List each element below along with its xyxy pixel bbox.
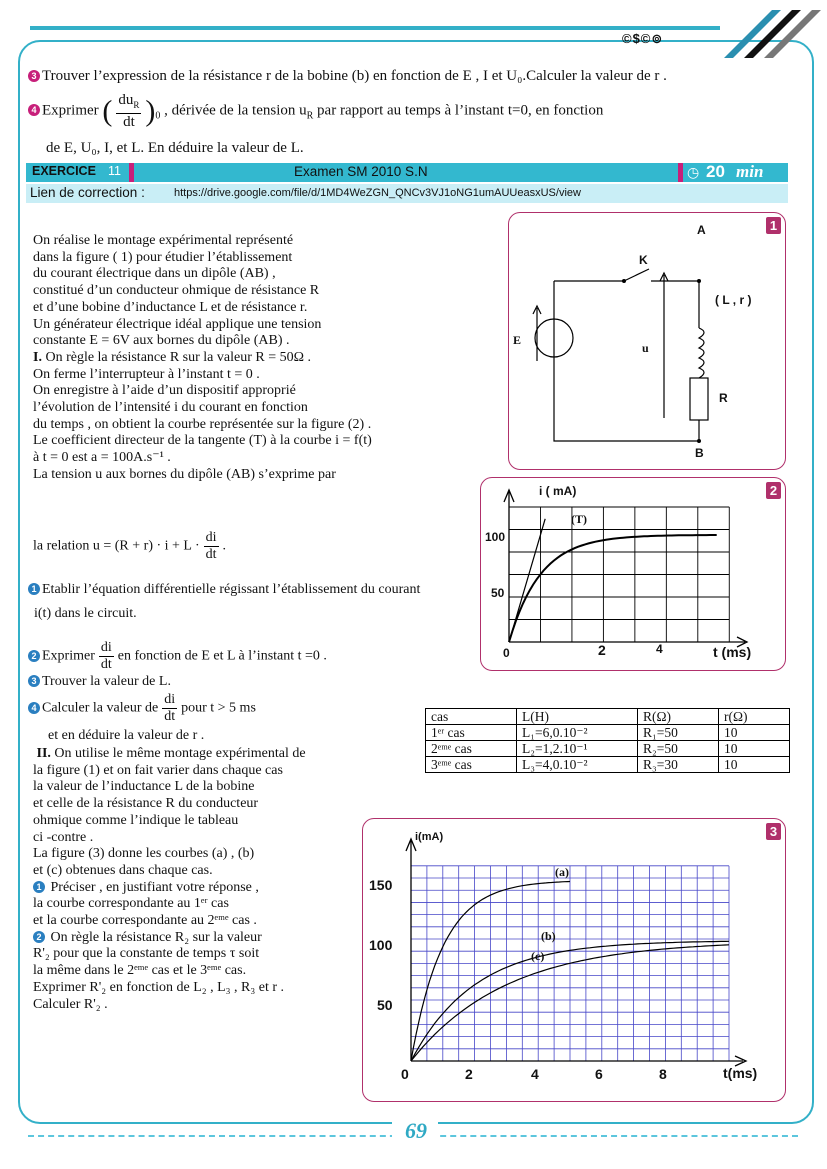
exercise-time: 20 bbox=[706, 162, 725, 181]
question-4-line2: de E, U₀, I, et L. En déduire la valeur de L. bbox=[46, 140, 304, 156]
part1-question-2 bbox=[28, 640, 327, 673]
label-coil: ( L , r ) bbox=[715, 293, 752, 307]
text-line: On enregistre à l’aide d’un dispositif approprié bbox=[33, 383, 296, 399]
curve-label-c: (c) bbox=[531, 949, 545, 963]
page-number: 69 bbox=[405, 1118, 427, 1143]
text-line: La tension u aux bornes du dipôle (AB) s’exprime par bbox=[33, 466, 336, 482]
text-line bbox=[33, 350, 473, 367]
figure-3-chart bbox=[362, 818, 786, 1102]
question-text: par rapport au temps à l’instant t=0, en fonction bbox=[313, 102, 604, 119]
fraction bbox=[99, 640, 114, 673]
text-line: Un générateur électrique idéal applique une tension bbox=[33, 316, 322, 332]
frac-num: du bbox=[118, 92, 134, 108]
y-tick: 100 bbox=[369, 937, 393, 953]
text-line bbox=[33, 746, 373, 763]
table-header: L(H) bbox=[517, 709, 638, 725]
question-text: Exprimer bbox=[42, 648, 95, 664]
table-header: r(Ω) bbox=[719, 709, 790, 725]
relation-text: la relation u = (R + r) · i + L · bbox=[33, 538, 200, 554]
y-tick: 50 bbox=[491, 586, 505, 600]
question-3-top bbox=[28, 67, 818, 86]
text-line: et la courbe correspondante au 2ᵉᵐᵉ cas . bbox=[33, 913, 257, 929]
table-cell: R₂=50 bbox=[638, 741, 719, 757]
table-cell: 3ᵉᵐᵉ cas bbox=[426, 757, 517, 773]
part1-question-3 bbox=[28, 674, 171, 691]
exercise-label: EXERCICE bbox=[32, 164, 96, 178]
chart-2 bbox=[481, 478, 785, 670]
label-R: R bbox=[719, 391, 728, 405]
table-header: cas bbox=[426, 709, 517, 725]
table-cell: 2ᵉᵐᵉ cas bbox=[426, 741, 517, 757]
frac-num: di bbox=[205, 530, 217, 545]
x-axis-label: t(ms) bbox=[723, 1065, 758, 1081]
text: On règle la résistance R sur la valeur R = 50Ω . bbox=[45, 349, 312, 365]
table-cell: R₁=50 bbox=[638, 725, 719, 741]
table-cell: R₃=30 bbox=[638, 757, 719, 773]
part2-paragraph bbox=[33, 746, 373, 1013]
frac-sub: R bbox=[133, 100, 140, 110]
y-axis-label: i ( mA) bbox=[539, 484, 577, 498]
correction-link[interactable]: https://drive.google.com/file/d/1MD4WeZGN_QNCv3VJ1oNG1umAUUeasxUS/view bbox=[174, 187, 581, 199]
table-cell: 10 bbox=[719, 741, 790, 757]
subscript: R bbox=[306, 110, 314, 122]
bullet-number: 1 bbox=[33, 881, 45, 893]
part-label: II. bbox=[36, 746, 51, 761]
y-tick: 0 bbox=[503, 646, 510, 660]
part1-question-4 bbox=[28, 692, 256, 725]
curve-label-b: (b) bbox=[541, 929, 556, 943]
wire bbox=[554, 281, 699, 441]
curve-label-a: (a) bbox=[555, 865, 569, 879]
bar-marker bbox=[129, 163, 134, 182]
table-cell: L₂=1,2.10⁻¹ bbox=[517, 741, 638, 757]
y-axis-label: i(mA) bbox=[415, 831, 444, 843]
clock-icon: ◷ bbox=[687, 164, 700, 180]
text-line: constante E = 6V aux bornes du dipôle (AB) . bbox=[33, 333, 290, 349]
text: On utilise le même montage expérimental de bbox=[54, 746, 306, 761]
label-K: K bbox=[639, 253, 648, 267]
table-row bbox=[426, 741, 790, 757]
table-header: R(Ω) bbox=[638, 709, 719, 725]
text-line: On réalise le montage expérimental représenté bbox=[33, 233, 294, 248]
frac-den: dt bbox=[205, 547, 217, 562]
x-axis-label: t (ms) bbox=[713, 644, 752, 660]
table-header-row bbox=[426, 709, 790, 725]
question-4-top bbox=[28, 92, 818, 134]
exercise-number: 11 bbox=[108, 164, 121, 178]
paren: ) bbox=[145, 94, 156, 128]
figure-2-chart bbox=[480, 477, 786, 671]
question-text: i(t) dans le circuit. bbox=[34, 606, 137, 621]
question-text: pour t > 5 ms bbox=[181, 700, 256, 716]
frac-num: di bbox=[164, 692, 176, 707]
fraction bbox=[204, 530, 219, 563]
exercise-header bbox=[26, 163, 788, 182]
text: On règle la résistance R₂ sur la valeur bbox=[50, 929, 262, 945]
license-icons: ©$©⊚ bbox=[622, 31, 664, 46]
table-cell: 10 bbox=[719, 757, 790, 773]
cases-table-wrap bbox=[425, 708, 790, 773]
bullet-number: 3 bbox=[28, 70, 40, 82]
top-rule bbox=[30, 26, 720, 30]
y-tick: 100 bbox=[485, 530, 506, 544]
label-B: B bbox=[695, 446, 704, 460]
text-line: du courant électrique dans un dipôle (AB) , bbox=[33, 266, 276, 282]
text-line: Calculer R'₂ . bbox=[33, 996, 108, 1012]
subscript-0: 0 bbox=[155, 110, 161, 122]
part1-question-4-line2: et en déduire la valeur de r . bbox=[48, 728, 205, 743]
x-tick: 4 bbox=[656, 642, 663, 656]
figure-1-circuit bbox=[508, 212, 786, 470]
x-tick: 8 bbox=[659, 1066, 667, 1082]
x-tick: 2 bbox=[598, 642, 606, 658]
question-text: Trouver l’expression de la résistance r de la bobine (b) en fonction de E , I et U₀.Calculer la valeur de r . bbox=[42, 68, 667, 84]
table-row bbox=[426, 757, 790, 773]
part-label: I. bbox=[33, 349, 42, 365]
text-line: et d’une bobine d’inductance L et de résistance r. bbox=[33, 299, 308, 315]
text-line: du temps , on obtient la courbe représentée sur la figure (2) . bbox=[33, 416, 372, 432]
text-line: ci -contre . bbox=[33, 829, 94, 845]
text-line: la valeur de l’inductance L de la bobine bbox=[33, 779, 255, 795]
bullet-number: 2 bbox=[28, 650, 40, 662]
text-line: l’évolution de l’intensité i du courant en fonction bbox=[33, 400, 308, 416]
relation-text: . bbox=[222, 538, 227, 554]
y-tick: 50 bbox=[377, 997, 393, 1013]
text-line: R'₂ pour que la constante de temps τ soit bbox=[33, 946, 260, 962]
paren: ( bbox=[102, 94, 113, 128]
tangent-label: (T) bbox=[571, 512, 587, 526]
text-line: ohmique comme l’indique le tableau bbox=[33, 812, 239, 828]
text: Préciser , en justifiant votre réponse , bbox=[50, 879, 259, 895]
frac-den: dt bbox=[123, 114, 135, 130]
correction-bar bbox=[26, 184, 788, 203]
text-line: La figure (3) donne les courbes (a) , (b) bbox=[33, 846, 255, 862]
x-tick: 4 bbox=[531, 1066, 539, 1082]
text-line: la figure (1) et on fait varier dans chaque cas bbox=[33, 762, 283, 778]
text-line: à t = 0 est a = 100A.s⁻¹ . bbox=[33, 450, 171, 466]
question-text: Etablir l’équation différentielle régissant l’établissement du courant bbox=[42, 582, 421, 597]
table-cell: L₃=4,0.10⁻² bbox=[517, 757, 638, 773]
frac-num: di bbox=[100, 640, 112, 655]
fraction bbox=[162, 692, 177, 725]
label-A: A bbox=[697, 223, 706, 237]
bullet-number: 3 bbox=[28, 675, 40, 687]
label-E: E bbox=[513, 333, 522, 347]
text-line: et celle de la résistance R du conducteur bbox=[33, 796, 259, 812]
figure-tag: 2 bbox=[766, 482, 781, 499]
fraction bbox=[116, 92, 141, 130]
question-text: Exprimer bbox=[42, 102, 99, 119]
bullet-number: 1 bbox=[28, 583, 40, 595]
x-tick: 0 bbox=[401, 1066, 409, 1082]
resistor-symbol bbox=[690, 378, 708, 420]
frac-den: dt bbox=[100, 657, 112, 672]
table-cell: L₁=6,0.10⁻² bbox=[517, 725, 638, 741]
text-line: la courbe correspondante au 1ᵉʳ cas bbox=[33, 896, 229, 912]
text-line: On ferme l’interrupteur à l’instant t = 0 . bbox=[33, 366, 260, 382]
x-tick: 6 bbox=[595, 1066, 603, 1082]
text-line: Exprimer R'₂ en fonction de L₂ , L₃ , R₃ et r . bbox=[33, 979, 285, 995]
switch-blade bbox=[624, 269, 649, 281]
figure-tag: 3 bbox=[766, 823, 781, 840]
exam-title: Examen SM 2010 S.N bbox=[294, 164, 428, 179]
text-line bbox=[33, 930, 373, 947]
exercise-time-unit: min bbox=[736, 162, 764, 181]
text-line: dans la figure ( 1) pour étudier l’établissement bbox=[33, 249, 293, 265]
table-row bbox=[426, 725, 790, 741]
text-line: et (c) obtenues dans chaque cas. bbox=[33, 862, 213, 878]
bar-marker bbox=[678, 163, 683, 182]
question-text: Trouver la valeur de L. bbox=[42, 674, 171, 689]
text-line bbox=[33, 880, 373, 897]
cases-table bbox=[425, 708, 790, 773]
bullet-number: 4 bbox=[28, 104, 40, 116]
correction-label: Lien de correction : bbox=[30, 185, 145, 200]
frac-den: dt bbox=[164, 709, 176, 724]
y-tick: 150 bbox=[369, 877, 393, 893]
bullet-number: 2 bbox=[33, 931, 45, 943]
table-cell: 1ᵉʳ cas bbox=[426, 725, 517, 741]
question-text: en fonction de E et L à l’instant t =0 . bbox=[117, 648, 327, 664]
coil bbox=[699, 328, 704, 378]
figure-tag: 1 bbox=[766, 217, 781, 234]
text-line: constitué d’un conducteur ohmique de résistance R bbox=[33, 283, 320, 299]
table-cell: 10 bbox=[719, 725, 790, 741]
bullet-number: 4 bbox=[28, 702, 40, 714]
label-u: u bbox=[642, 341, 649, 355]
text-line: Le coefficient directeur de la tangente (T) à la courbe i = f(t) bbox=[33, 433, 372, 449]
question-text: Calculer la valeur de bbox=[42, 700, 159, 716]
text-line: la même dans le 2ᵉᵐᵉ cas et le 3ᵉᵐᵉ cas. bbox=[33, 963, 247, 979]
question-text: , dérivée de la tension u bbox=[164, 102, 307, 119]
part1-question-1 bbox=[28, 578, 508, 626]
relation-line bbox=[33, 530, 226, 563]
intro-paragraph bbox=[33, 233, 473, 484]
chart-3 bbox=[363, 819, 785, 1101]
wire bbox=[651, 281, 699, 328]
x-tick: 2 bbox=[465, 1066, 473, 1082]
